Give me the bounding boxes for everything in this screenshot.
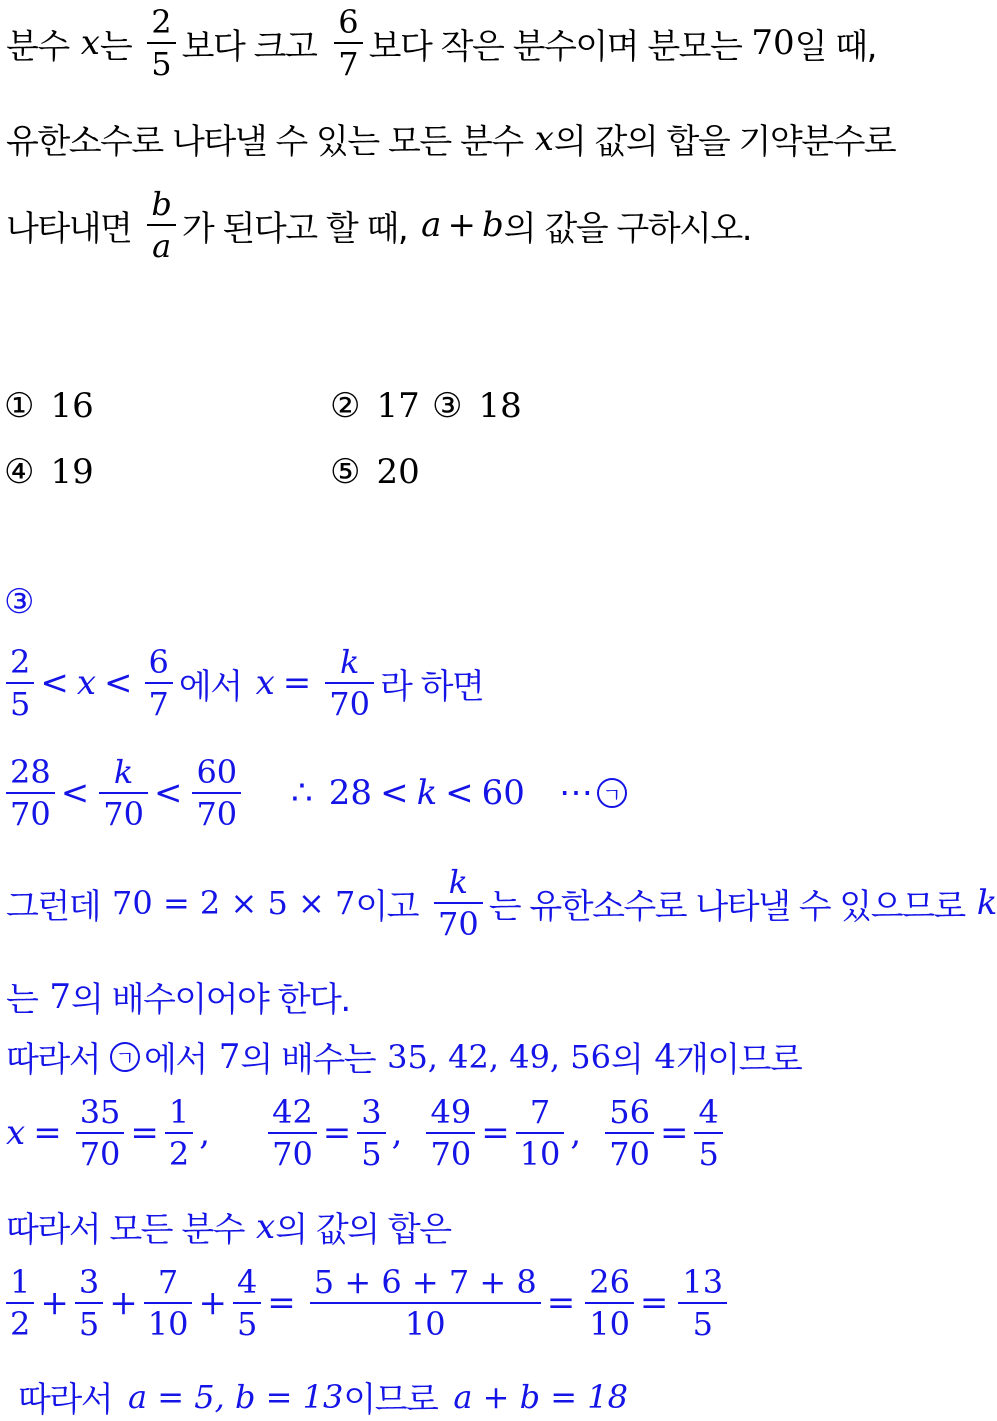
text: 이므로 bbox=[343, 1380, 438, 1420]
text: 의 bbox=[610, 1040, 643, 1080]
comma: , bbox=[199, 1113, 211, 1153]
solution-line-4 bbox=[6, 972, 350, 1021]
equals-sign: = bbox=[546, 1283, 576, 1323]
fraction bbox=[147, 2, 175, 84]
equals-sign: = bbox=[130, 1113, 159, 1153]
fraction bbox=[268, 1092, 317, 1174]
question-line-2 bbox=[6, 114, 895, 163]
circled-label: ㄱ bbox=[597, 778, 627, 808]
numerator: 3 bbox=[78, 1263, 100, 1301]
number: 7 bbox=[218, 1036, 241, 1077]
numerator: 6 bbox=[338, 3, 359, 41]
denominator: 2 bbox=[10, 1305, 31, 1343]
denominator: 70 bbox=[103, 795, 144, 833]
denominator: a bbox=[152, 227, 172, 265]
less-than: < bbox=[380, 773, 409, 813]
text: 따라서 bbox=[6, 1040, 101, 1080]
equals-sign: = bbox=[267, 1283, 296, 1323]
equation: 70 = 2 × 5 × 7 bbox=[112, 884, 356, 922]
denominator: 5 bbox=[10, 685, 31, 723]
fraction bbox=[426, 1092, 475, 1174]
numerator: 49 bbox=[430, 1093, 472, 1131]
option-5[interactable] bbox=[330, 452, 420, 492]
comma: , bbox=[391, 1113, 403, 1153]
denominator: 10 bbox=[147, 1305, 189, 1343]
fraction bbox=[192, 752, 241, 834]
denominator: 5 bbox=[361, 1135, 382, 1173]
option-value: 20 bbox=[376, 452, 420, 492]
fraction bbox=[325, 642, 374, 724]
numerator: 35 bbox=[79, 1093, 121, 1131]
equation: a + b = 18 bbox=[453, 1377, 628, 1416]
option-mark: ④ bbox=[4, 452, 35, 492]
equals-sign: = bbox=[481, 1113, 510, 1153]
text: 의 값의 합은 bbox=[275, 1210, 451, 1250]
number: 4 bbox=[654, 1036, 676, 1077]
solution-line-2 bbox=[6, 752, 631, 834]
text: 는 유한소수로 나타낼 수 있으므로 bbox=[488, 886, 965, 927]
fraction bbox=[357, 1092, 385, 1174]
equals-sign: = bbox=[322, 1113, 352, 1153]
text: 의 배수는 bbox=[240, 1040, 376, 1080]
numerator: k bbox=[448, 863, 469, 901]
answer-line bbox=[4, 582, 34, 622]
fraction bbox=[516, 1092, 565, 1174]
circled-label: ㄱ bbox=[110, 1042, 140, 1072]
plus-sign: + bbox=[40, 1283, 69, 1323]
text: 일 때, bbox=[794, 26, 876, 67]
number-list: 35, 42, 49, 56 bbox=[387, 1037, 611, 1076]
text: 유한소수로 나타낼 수 있는 모든 분수 bbox=[6, 122, 523, 162]
therefore-sign: ∴ bbox=[291, 773, 313, 813]
numerator: b bbox=[151, 185, 172, 223]
less-than: < bbox=[153, 773, 183, 813]
text: 의 배수이어야 한다. bbox=[71, 980, 350, 1020]
option-1[interactable] bbox=[4, 386, 94, 426]
text: 그런데 bbox=[6, 886, 101, 927]
fraction bbox=[147, 184, 175, 266]
numerator: 4 bbox=[236, 1263, 258, 1301]
numerator: 3 bbox=[361, 1093, 382, 1131]
fraction bbox=[99, 752, 148, 834]
denominator: 7 bbox=[338, 45, 359, 83]
fraction bbox=[678, 1262, 727, 1344]
option-2[interactable] bbox=[330, 386, 420, 426]
less-than: < bbox=[40, 663, 69, 703]
option-mark: ③ bbox=[432, 386, 463, 426]
denominator: 70 bbox=[272, 1135, 313, 1173]
numerator: 28 bbox=[10, 753, 51, 791]
option-value: 17 bbox=[376, 386, 420, 426]
less-than: < bbox=[445, 773, 474, 813]
answer-mark: ③ bbox=[4, 582, 35, 622]
solution-line-8 bbox=[6, 1262, 733, 1344]
less-than: < bbox=[104, 663, 133, 703]
denominator: 70 bbox=[329, 685, 371, 723]
numerator: 13 bbox=[682, 1263, 724, 1301]
text: 의 값의 합을 기약분수로 bbox=[553, 122, 896, 162]
text: 보다 크고 bbox=[181, 26, 317, 67]
text: 가 된다고 할 때, bbox=[181, 208, 408, 249]
plus-sign: + bbox=[447, 205, 476, 245]
text: 라 하면 bbox=[380, 666, 484, 707]
solution-line-6 bbox=[6, 1092, 729, 1174]
solution-line-3 bbox=[6, 862, 997, 944]
denominator: 5 bbox=[236, 1305, 258, 1343]
denominator: 5 bbox=[78, 1305, 100, 1343]
solution-line-1 bbox=[6, 642, 483, 724]
numerator: 1 bbox=[168, 1093, 190, 1131]
denominator: 70 bbox=[430, 1135, 472, 1173]
text: 에서 bbox=[144, 1040, 207, 1080]
numerator: k bbox=[113, 753, 134, 791]
fraction bbox=[6, 752, 55, 834]
option-value: 18 bbox=[478, 386, 522, 426]
denominator: 70 bbox=[79, 1135, 121, 1173]
number: 60 bbox=[481, 773, 525, 813]
text: 따라서 모든 분수 bbox=[6, 1210, 245, 1250]
math-var: a bbox=[421, 205, 442, 245]
text: 개이므로 bbox=[675, 1040, 802, 1080]
math-var: x bbox=[255, 663, 275, 703]
text: 의 값을 구하시오. bbox=[503, 208, 752, 249]
math-var: x bbox=[256, 1206, 276, 1247]
question-line-3 bbox=[6, 184, 751, 266]
numerator: 1 bbox=[10, 1263, 31, 1301]
equals-sign: = bbox=[282, 663, 312, 703]
numerator: 2 bbox=[10, 643, 31, 681]
fraction bbox=[145, 642, 173, 724]
numerator: 56 bbox=[609, 1093, 650, 1131]
numerator: 26 bbox=[589, 1263, 630, 1301]
solution-line-5 bbox=[6, 1032, 801, 1081]
math-var: x bbox=[6, 1113, 26, 1153]
equals-sign: = bbox=[659, 1113, 689, 1153]
text: 는 bbox=[99, 26, 132, 67]
denominator: 10 bbox=[589, 1305, 630, 1343]
numerator: 5 + 6 + 7 + 8 bbox=[313, 1263, 537, 1301]
fraction bbox=[694, 1092, 722, 1174]
ellipsis: ⋯ bbox=[558, 773, 593, 813]
text: 나타내면 bbox=[6, 208, 132, 249]
math-var: k bbox=[976, 883, 997, 923]
less-than: < bbox=[60, 773, 90, 813]
plus-sign: + bbox=[109, 1283, 138, 1323]
numerator: 60 bbox=[196, 753, 238, 791]
plus-sign: + bbox=[198, 1283, 227, 1323]
fraction bbox=[605, 1092, 654, 1174]
text: 이고 bbox=[355, 886, 419, 927]
fraction bbox=[310, 1262, 541, 1344]
fraction bbox=[165, 1092, 193, 1174]
denominator: 7 bbox=[148, 685, 169, 723]
denominator: 10 bbox=[404, 1305, 446, 1343]
option-4[interactable] bbox=[4, 452, 94, 492]
fraction bbox=[76, 1092, 125, 1174]
option-value: 16 bbox=[50, 386, 94, 426]
fraction bbox=[75, 1262, 103, 1344]
math-var: b bbox=[481, 205, 504, 245]
text: 는 bbox=[6, 980, 38, 1020]
math-var: k bbox=[416, 773, 438, 813]
option-3[interactable] bbox=[432, 386, 522, 426]
fraction bbox=[6, 642, 34, 724]
denominator: 70 bbox=[10, 795, 51, 833]
equals-sign: = bbox=[33, 1113, 62, 1153]
numerator: 4 bbox=[698, 1093, 719, 1131]
solution-line-9 bbox=[18, 1372, 628, 1421]
math-var: x bbox=[80, 23, 100, 63]
fraction bbox=[334, 2, 362, 84]
fraction bbox=[6, 1262, 34, 1344]
question-line-1 bbox=[6, 2, 876, 84]
numerator: 2 bbox=[151, 3, 172, 41]
numerator: 7 bbox=[529, 1093, 551, 1131]
denominator: 5 bbox=[692, 1305, 713, 1343]
numerator: 42 bbox=[272, 1093, 313, 1131]
denominator: 5 bbox=[698, 1135, 719, 1173]
option-mark: ② bbox=[330, 386, 361, 426]
number: 70 bbox=[751, 23, 795, 63]
denominator: 10 bbox=[519, 1135, 561, 1173]
equation: a = 5, b = 13 bbox=[128, 1377, 344, 1416]
text: 에서 bbox=[178, 666, 242, 707]
text: 보다 작은 분수이며 분모는 bbox=[368, 26, 742, 67]
fraction bbox=[434, 862, 483, 944]
number: 7 bbox=[49, 976, 71, 1017]
fraction bbox=[585, 1262, 634, 1344]
option-value: 19 bbox=[50, 452, 94, 492]
text: 따라서 bbox=[18, 1380, 113, 1420]
fraction bbox=[144, 1262, 193, 1344]
denominator: 70 bbox=[438, 905, 479, 943]
denominator: 70 bbox=[609, 1135, 650, 1173]
solution-line-7 bbox=[6, 1202, 451, 1251]
option-mark: ① bbox=[4, 386, 35, 426]
comma: , bbox=[570, 1113, 582, 1153]
number: 28 bbox=[328, 773, 373, 813]
fraction bbox=[233, 1262, 261, 1344]
text: 분수 bbox=[6, 26, 69, 67]
math-var: x bbox=[76, 663, 97, 703]
numerator: 7 bbox=[157, 1263, 179, 1301]
equals-sign: = bbox=[639, 1283, 669, 1323]
numerator: 6 bbox=[148, 643, 169, 681]
denominator: 70 bbox=[196, 795, 238, 833]
denominator: 5 bbox=[151, 45, 172, 83]
math-var: x bbox=[534, 118, 554, 159]
numerator: k bbox=[339, 643, 360, 681]
option-mark: ⑤ bbox=[330, 452, 361, 492]
denominator: 2 bbox=[168, 1135, 190, 1173]
